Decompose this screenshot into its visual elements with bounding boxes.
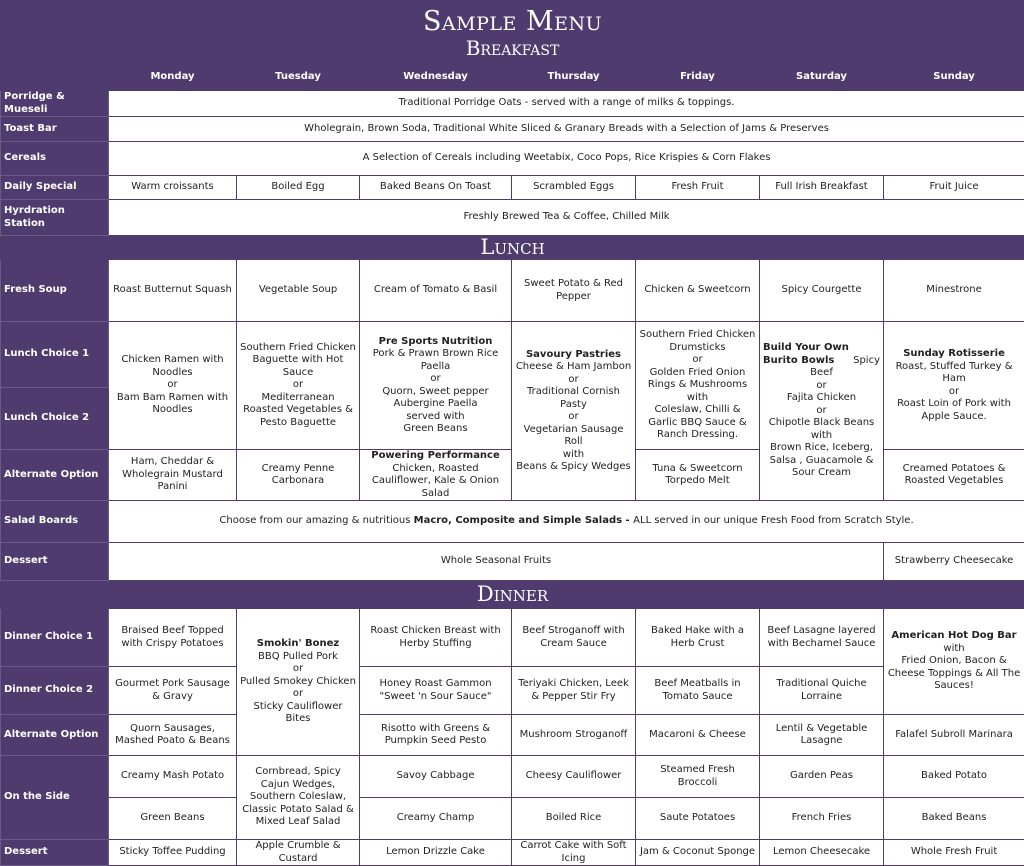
dinner-item: Honey Roast Gammon "Sweet 'n Sour Sauce": [360, 667, 512, 715]
side-item: Savoy Cabbage: [360, 756, 512, 798]
menu-line: Sticky Cauliflower Bites: [254, 701, 343, 725]
menu-heading: Build Your Own Burito Bowls: [763, 342, 853, 367]
menu-line: Southern Fried Chicken Baguette with Hot Sauce: [240, 342, 356, 378]
soup-item: Minestrone: [884, 260, 1024, 322]
side-item: Cheesy Cauliflower: [512, 756, 636, 798]
menu-line: Quorn, Sweet pepper Aubergine Paella: [382, 386, 488, 410]
menu-line: Fried Onion, Bacon & Cheese Toppings & All The Sauces!: [888, 655, 1020, 691]
row-label: Porridge & Mueseli: [1, 91, 109, 117]
menu-line: or: [293, 663, 303, 674]
menu-line: or: [167, 379, 177, 390]
menu-line: Beef: [810, 367, 833, 378]
lunch-monday: [109, 322, 237, 450]
dessert-item: Carrot Cake with Soft Icing: [512, 840, 636, 866]
row-lunch-dessert: [1, 543, 1024, 581]
soup-item: Sweet Potato & Red Pepper: [512, 260, 636, 322]
row-label: Dinner Choice 1: [1, 609, 109, 667]
menu-heading: American Hot Dog Bar: [887, 630, 1021, 643]
side-item: Saute Potatoes: [636, 798, 760, 840]
special-item: Boiled Egg: [237, 176, 360, 200]
row-dinner-alternate: [1, 715, 1024, 756]
cereals-text: A Selection of Cereals including Weetabix, Coco Pops, Rice Krispies & Corn Flakes: [109, 142, 1024, 176]
dessert-item: Jam & Coconut Sponge: [636, 840, 760, 866]
day-thursday: Thursday: [512, 65, 636, 91]
menu-line: Traditional Cornish Pasty: [527, 386, 620, 410]
dessert-text: Whole Seasonal Fruits: [109, 543, 884, 581]
side-item: Baked Potato: [884, 756, 1024, 798]
breakfast-title: Breakfast: [1, 37, 1024, 59]
dinner-item: Beef Meatballs in Tomato Sauce: [636, 667, 760, 715]
dessert-item: Sticky Toffee Pudding: [109, 840, 237, 866]
special-item: Scrambled Eggs: [512, 176, 636, 200]
alt-monday: Ham, Cheddar & Wholegrain Mustard Panini: [109, 450, 237, 501]
side-item: Creamy Champ: [360, 798, 512, 840]
dinner-tuesday: [237, 609, 360, 756]
dinner-item: Mushroom Stroganoff: [512, 715, 636, 756]
menu-line: or: [293, 379, 303, 390]
dessert-item: Whole Fresh Fruit: [884, 840, 1024, 866]
dessert-sunday: Strawberry Cheesecake: [884, 543, 1024, 581]
row-label: Salad Boards: [1, 501, 109, 543]
lunch-title: Lunch: [1, 236, 1024, 260]
alt-friday: Tuna & Sweetcorn Torpedo Melt: [636, 450, 760, 501]
dinner-item: Beef Lasagne layered with Bechamel Sauce: [760, 609, 884, 667]
dessert-item: Apple Crumble & Custard: [237, 840, 360, 866]
dinner-sunday: [884, 609, 1024, 715]
menu-heading: Pre Sports Nutrition: [363, 336, 508, 349]
menu-line: or: [816, 380, 826, 391]
menu-line: Spicy: [853, 355, 880, 368]
dinner-item: Teriyaki Chicken, Leek & Pepper Stir Fry: [512, 667, 636, 715]
menu-line: Chipotle Black Beans: [769, 417, 875, 428]
row-label: Dessert: [1, 840, 109, 866]
menu-line: Cheese & Ham Jambon: [516, 361, 631, 372]
soup-item: Roast Butternut Squash: [109, 260, 237, 322]
dinner-item: Risotto with Greens & Pumpkin Seed Pesto: [360, 715, 512, 756]
row-label: Fresh Soup: [1, 260, 109, 322]
row-fresh-soup: [1, 260, 1024, 322]
dinner-item: Baked Hake with a Herb Crust: [636, 609, 760, 667]
row-porridge: [1, 91, 1024, 117]
menu-line: with: [943, 643, 964, 654]
menu-line: Brown Rice, Iceberg, Salsa , Guacamole & Sour Cream: [770, 442, 874, 478]
day-wednesday: Wednesday: [360, 65, 512, 91]
special-item: Baked Beans On Toast: [360, 176, 512, 200]
special-item: Fruit Juice: [884, 176, 1024, 200]
day-tuesday: Tuesday: [237, 65, 360, 91]
row-label: Alternate Option: [1, 450, 109, 501]
alt-tuesday: Creamy Penne Carbonara: [237, 450, 360, 501]
menu-line: Mediterranean Roasted Vegetables & Pesto Baguette: [243, 392, 353, 428]
menu-line: Fajita Chicken: [787, 392, 856, 403]
row-label: Lunch Choice 1: [1, 322, 109, 388]
salad-text: [109, 501, 1024, 543]
menu-heading: Sunday Rotisserie: [887, 348, 1021, 361]
row-lunch-choice-1: [1, 322, 1024, 388]
alt-wednesday: [360, 450, 512, 501]
row-label: On the Side: [1, 756, 109, 840]
special-item: Full Irish Breakfast: [760, 176, 884, 200]
menu-title: Sample Menu: [1, 7, 1024, 37]
salad-bold: Macro, Composite and Simple Salads -: [414, 515, 634, 526]
row-label: Daily Special: [1, 176, 109, 200]
lunch-sunday: [884, 322, 1024, 450]
burrito-heading-row: [763, 342, 880, 367]
menu-line: Pork & Prawn Brown Rice Paella: [373, 348, 499, 372]
row-on-the-side-2: [1, 798, 1024, 840]
lunch-wednesday: [360, 322, 512, 450]
menu-line: or: [949, 386, 959, 397]
side-item: Garden Peas: [760, 756, 884, 798]
menu-title-block: [1, 1, 1024, 65]
dessert-item: Lemon Cheesecake: [760, 840, 884, 866]
menu-line: Chicken Ramen with Noodles: [121, 354, 223, 378]
dinner-item: Falafel Subroll Marinara: [884, 715, 1024, 756]
row-toast: [1, 117, 1024, 142]
menu-line: or: [430, 373, 440, 384]
row-label: Cereals: [1, 142, 109, 176]
menu-line: served with: [406, 411, 464, 422]
menu-line: with: [811, 430, 832, 441]
row-cereals: [1, 142, 1024, 176]
row-dinner-dessert: [1, 840, 1024, 866]
menu-line: with: [687, 392, 708, 403]
row-label: Lunch Choice 2: [1, 388, 109, 450]
side-item: Boiled Rice: [512, 798, 636, 840]
dessert-item: Lemon Drizzle Cake: [360, 840, 512, 866]
row-label: Dinner Choice 2: [1, 667, 109, 715]
day-monday: Monday: [109, 65, 237, 91]
salad-post: ALL served in our unique Fresh Food from Scratch Style.: [633, 515, 913, 526]
menu-line: Vegetarian Sausage Roll: [524, 424, 624, 448]
side-item: Baked Beans: [884, 798, 1024, 840]
menu-heading: Smokin' Bonez: [240, 638, 356, 651]
side-tuesday: Cornbread, Spicy Cajun Wedges, Southern Coleslaw, Classic Potato Salad & Mixed Leaf Salad: [237, 756, 360, 840]
menu-line: BBQ Pulled Pork: [258, 651, 338, 662]
row-label: Toast Bar: [1, 117, 109, 142]
row-daily-special: [1, 176, 1024, 200]
lunch-saturday: [760, 322, 884, 501]
menu-line: or: [568, 374, 578, 385]
row-label: Dessert: [1, 543, 109, 581]
menu-line: Chicken, Roasted Cauliflower, Kale & Onion Salad: [372, 463, 499, 499]
row-salad-boards: [1, 501, 1024, 543]
dinner-item: Braised Beef Topped with Crispy Potatoes: [109, 609, 237, 667]
dinner-item: Lentil & Vegetable Lasagne: [760, 715, 884, 756]
dinner-item: Quorn Sausages, Mashed Poato & Beans: [109, 715, 237, 756]
menu-heading: Savoury Pastries: [515, 349, 632, 362]
dinner-item: Roast Chicken Breast with Herby Stuffing: [360, 609, 512, 667]
soup-item: Cream of Tomato & Basil: [360, 260, 512, 322]
side-item: Creamy Mash Potato: [109, 756, 237, 798]
row-dinner-choice-2: [1, 667, 1024, 715]
menu-line: Beans & Spicy Wedges: [516, 461, 630, 472]
dinner-title: Dinner: [1, 581, 1024, 609]
header-corner: [1, 65, 109, 91]
menu-line: Roast, Stuffed Turkey & Ham: [896, 361, 1013, 385]
special-item: Fresh Fruit: [636, 176, 760, 200]
row-hydration: [1, 200, 1024, 236]
menu-line: Bam Bam Ramen with Noodles: [117, 392, 228, 416]
special-item: Warm croissants: [109, 176, 237, 200]
day-saturday: Saturday: [760, 65, 884, 91]
side-item: Green Beans: [109, 798, 237, 840]
soup-item: Spicy Courgette: [760, 260, 884, 322]
menu-line: Southern Fried Chicken Drumsticks: [640, 329, 756, 353]
dinner-item: Macaroni & Cheese: [636, 715, 760, 756]
dinner-item: Traditional Quiche Lorraine: [760, 667, 884, 715]
menu-line: Green Beans: [403, 423, 467, 434]
menu-line: Coleslaw, Chilli & Garlic BBQ Sauce & Ranch Dressing.: [648, 404, 746, 440]
menu-line: with: [563, 449, 584, 460]
soup-item: Vegetable Soup: [237, 260, 360, 322]
toast-text: Wholegrain, Brown Soda, Traditional White Sliced & Granary Breads with a Selection of Jams & Preserves: [109, 117, 1024, 142]
menu-line: or: [568, 411, 578, 422]
menu-line: or: [692, 354, 702, 365]
row-on-the-side-1: [1, 756, 1024, 798]
menu-line: or: [293, 688, 303, 699]
side-item: French Fries: [760, 798, 884, 840]
day-friday: Friday: [636, 65, 760, 91]
row-dinner-choice-1: [1, 609, 1024, 667]
menu-heading: Powering Performance: [363, 450, 508, 463]
side-item: Steamed Fresh Broccoli: [636, 756, 760, 798]
lunch-thursday: [512, 322, 636, 501]
salad-pre: Choose from our amazing & nutritious: [219, 515, 413, 526]
lunch-tuesday: [237, 322, 360, 450]
menu-line: Roast Loin of Pork with Apple Sauce.: [897, 398, 1011, 422]
soup-item: Chicken & Sweetcorn: [636, 260, 760, 322]
porridge-text: Traditional Porridge Oats - served with a range of milks & toppings.: [109, 91, 1024, 117]
menu-line: Golden Fried Onion Rings & Mushrooms: [648, 367, 747, 391]
row-label: Alternate Option: [1, 715, 109, 756]
dinner-item: Beef Stroganoff with Cream Sauce: [512, 609, 636, 667]
menu-line: or: [816, 405, 826, 416]
row-label: Hyrdration Station: [1, 200, 109, 236]
menu-line: Pulled Smokey Chicken: [240, 676, 356, 687]
dinner-item: Gourmet Pork Sausage & Gravy: [109, 667, 237, 715]
day-sunday: Sunday: [884, 65, 1024, 91]
lunch-friday: [636, 322, 760, 450]
hydration-text: Freshly Brewed Tea & Coffee, Chilled Milk: [109, 200, 1024, 236]
days-header: [1, 65, 1024, 91]
alt-sunday: Creamed Potatoes & Roasted Vegetables: [884, 450, 1024, 501]
